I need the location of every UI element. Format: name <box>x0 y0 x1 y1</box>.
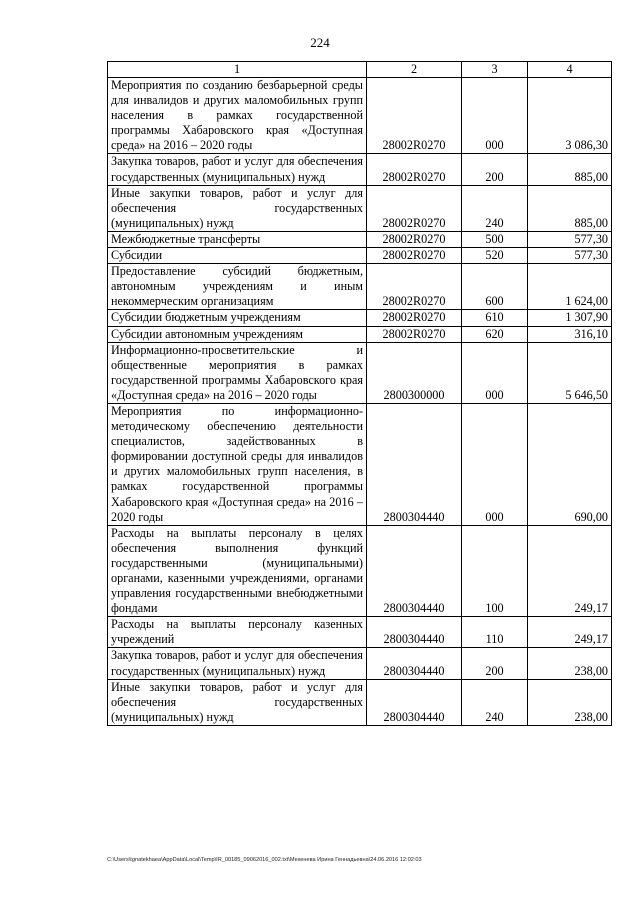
row-name-cell: Межбюджетные трансферты <box>108 231 367 247</box>
header-col-4: 4 <box>528 62 612 78</box>
row-type-cell: 520 <box>462 248 528 264</box>
table-row <box>108 617 612 648</box>
row-name-cell: Субсидии автономным учреждениям <box>108 326 367 342</box>
row-code-cell: 28002R0270 <box>367 326 462 342</box>
table-row <box>108 525 612 617</box>
row-code-cell: 2800304440 <box>367 403 462 525</box>
row-code-cell: 28002R0270 <box>367 154 462 185</box>
row-name-cell: Информационно-просветительские и общественные мероприятия в рамках государственной программы Хабаровского края «Доступная среда» на 2016 – 2020 годы <box>108 342 367 403</box>
row-code-cell: 28002R0270 <box>367 231 462 247</box>
row-amount-cell: 3 086,30 <box>528 78 612 154</box>
header-col-2: 2 <box>367 62 462 78</box>
row-name-cell: Субсидии <box>108 248 367 264</box>
row-type-cell: 240 <box>462 679 528 725</box>
row-type-cell: 000 <box>462 403 528 525</box>
row-code-cell: 2800304440 <box>367 617 462 648</box>
row-amount-cell: 249,17 <box>528 617 612 648</box>
row-amount-cell: 249,17 <box>528 525 612 617</box>
row-name-cell: Закупка товаров, работ и услуг для обеспечения государственных (муниципальных) нужд <box>108 648 367 679</box>
row-code-cell: 2800304440 <box>367 679 462 725</box>
row-name-cell: Расходы на выплаты персоналу казенных учреждений <box>108 617 367 648</box>
budget-table <box>107 61 612 726</box>
row-name-cell: Иные закупки товаров, работ и услуг для обеспечения государственных (муниципальных) нужд <box>108 185 367 231</box>
page-number: 224 <box>310 35 330 50</box>
row-code-cell: 2800304440 <box>367 525 462 617</box>
row-amount-cell: 238,00 <box>528 679 612 725</box>
row-type-cell: 110 <box>462 617 528 648</box>
header-col-1: 1 <box>108 62 367 78</box>
row-name-cell: Мероприятия по информационно-методическому обеспечению деятельности специалистов, задействованных в формировании доступной среды для инвалидов и других маломобильных групп населения, в рамках государственной программы Хабаровского края «Доступная среда» на 2016 – 2020 годы <box>108 403 367 525</box>
table-row <box>108 264 612 310</box>
table-row <box>108 326 612 342</box>
table-row <box>108 648 612 679</box>
row-amount-cell: 316,10 <box>528 326 612 342</box>
row-code-cell: 28002R0270 <box>367 248 462 264</box>
table-row <box>108 679 612 725</box>
row-amount-cell: 238,00 <box>528 648 612 679</box>
row-type-cell: 200 <box>462 154 528 185</box>
row-name-cell: Субсидии бюджетным учреждениям <box>108 310 367 326</box>
row-code-cell: 28002R0270 <box>367 185 462 231</box>
row-code-cell: 28002R0270 <box>367 78 462 154</box>
row-code-cell: 28002R0270 <box>367 310 462 326</box>
table-row <box>108 342 612 403</box>
row-type-cell: 620 <box>462 326 528 342</box>
row-name-cell: Иные закупки товаров, работ и услуг для обеспечения государственных (муниципальных) нужд <box>108 679 367 725</box>
table-row <box>108 154 612 185</box>
row-name-cell: Расходы на выплаты персоналу в целях обеспечения выполнения функций государственными (муниципальными) органами, казенными учреждениями, органами управления государственными внебюджетными фондами <box>108 525 367 617</box>
row-amount-cell: 577,30 <box>528 231 612 247</box>
row-amount-cell: 690,00 <box>528 403 612 525</box>
row-amount-cell: 577,30 <box>528 248 612 264</box>
row-amount-cell: 885,00 <box>528 185 612 231</box>
table-row <box>108 310 612 326</box>
table-row <box>108 78 612 154</box>
row-type-cell: 240 <box>462 185 528 231</box>
file-path-footer: C:\Users\tgnatekhaea\AppData\Local\Temp\IR_00185_09062016_002.txt\Мехенева Ирина Геннадьевна\24.06.2016 12:02:03 <box>107 857 422 863</box>
row-type-cell: 610 <box>462 310 528 326</box>
table-body <box>108 78 612 726</box>
table-header-row <box>108 62 612 78</box>
row-amount-cell: 1 307,90 <box>528 310 612 326</box>
row-code-cell: 2800300000 <box>367 342 462 403</box>
row-code-cell: 2800304440 <box>367 648 462 679</box>
row-name-cell: Мероприятия по созданию безбарьерной среды для инвалидов и других маломобильных групп населения в рамках государственной программы Хабаровского края «Доступная среда» на 2016 – 2020 годы <box>108 78 367 154</box>
table-row <box>108 403 612 525</box>
row-name-cell: Предоставление субсидий бюджетным, автономным учреждениям и иным некоммерческим организациям <box>108 264 367 310</box>
row-type-cell: 200 <box>462 648 528 679</box>
row-type-cell: 000 <box>462 342 528 403</box>
row-type-cell: 000 <box>462 78 528 154</box>
row-amount-cell: 885,00 <box>528 154 612 185</box>
table-row <box>108 248 612 264</box>
row-type-cell: 600 <box>462 264 528 310</box>
row-amount-cell: 5 646,50 <box>528 342 612 403</box>
row-type-cell: 500 <box>462 231 528 247</box>
table-row <box>108 185 612 231</box>
row-amount-cell: 1 624,00 <box>528 264 612 310</box>
row-type-cell: 100 <box>462 525 528 617</box>
row-code-cell: 28002R0270 <box>367 264 462 310</box>
table-row <box>108 231 612 247</box>
row-name-cell: Закупка товаров, работ и услуг для обеспечения государственных (муниципальных) нужд <box>108 154 367 185</box>
header-col-3: 3 <box>462 62 528 78</box>
